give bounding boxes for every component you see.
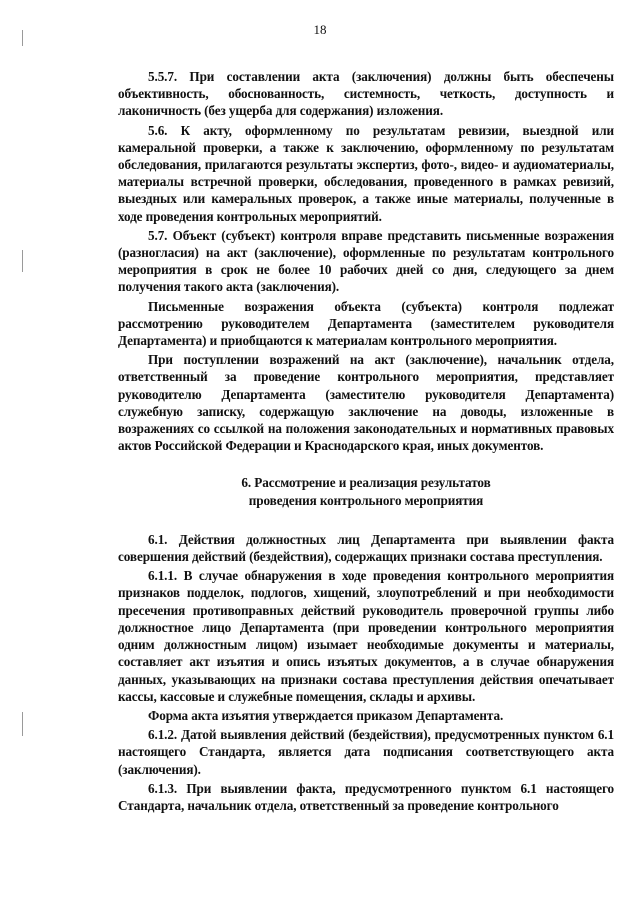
paragraph-5-5-7: 5.5.7. При составлении акта (заключения) должны быть обеспечены объективность, обоснованность, системность, четкость, доступность и лаконичность (без ущерба для содержания) изложения. bbox=[118, 69, 614, 119]
paragraph-5-7: 5.7. Объект (субъект) контроля вправе представить письменные возражения (разногласия) на акт (заключение), оформленные по результатам контрольного мероприятия в срок не более 10 рабочих дней со дня, следующего за днем получения такого акта (заключения). bbox=[118, 227, 614, 295]
section-heading bbox=[118, 474, 614, 508]
section-heading-line-1: 6. Рассмотрение и реализация результатов bbox=[241, 475, 491, 491]
paragraph-6-1-2: 6.1.2. Датой выявления действий (бездействия), предусмотренных пунктом 6.1 настоящего Стандарта, является дата подписания соответствующего акта (заключения). bbox=[118, 727, 614, 777]
scan-margin-mark bbox=[22, 712, 23, 736]
page-number: 18 bbox=[313, 22, 327, 37]
document-body bbox=[118, 68, 614, 814]
paragraph-seizure-form: Форма акта изъятия утверждается приказом Департамента. bbox=[148, 707, 504, 723]
paragraph-objections: Письменные возражения объекта (субъекта) контроля подлежат рассмотрению руководителем Департамента (заместителем руководителя Департамента) и приобщаются к материалам контрольного мероприятия. bbox=[118, 298, 614, 349]
paragraph-6-1-3: 6.1.3. При выявлении факта, предусмотренного пунктом 6.1 настоящего Стандарта, начальник отдела, ответственный за проведение контрольного bbox=[118, 780, 614, 813]
paragraph-objections-receipt: При поступлении возражений на акт (заключение), начальник отдела, ответственный за проведение контрольного мероприятия, представляет руководителю Департамента (заместителю руководителя Департамента) служебную записку, содержащую заключение на доводы, изложенные в возражениях со ссылкой на положения законодательных и нормативных правовых актов Российской Федерации и Краснодарского края, иных документов. bbox=[118, 352, 614, 454]
section-heading-line-2: проведения контрольного мероприятия bbox=[248, 492, 484, 508]
paragraph-6-1-1: 6.1.1. В случае обнаружения в ходе проведения контрольного мероприятия признаков подделок, подлогов, хищений, злоупотреблений и при необходимости пресечения противоправных действий руководитель проверочной группы либо должностное лицо Департамента (при проведении контрольного мероприятия одним должностным лицом) изымает необходимые документы и материалы, составляет акт изъятия и опись изъятых документов, а в случае обнаружения данных, указывающих на признаки состава преступления действия опечатывает кассы, кассовые и служебные помещения, склады и архивы. bbox=[118, 568, 614, 704]
paragraph-6-1: 6.1. Действия должностных лиц Департамента при выявлении факта совершения действий (бездействия), содержащих признаки состава преступления. bbox=[118, 531, 614, 565]
scan-margin-mark bbox=[22, 250, 23, 272]
paragraph-5-6: 5.6. К акту, оформленному по результатам ревизии, выездной или камеральной проверки, а также к заключению, оформленному по результатам обследования, прилагаются результаты экспертиз, фото-, видео- и аудиоматериалы, материалы встречной проверки, обследования, проведенного в рамках ревизий, выездных или камеральных проверок, а также иные материалы, полученные в ходе проведения контрольных мероприятий. bbox=[118, 122, 614, 224]
